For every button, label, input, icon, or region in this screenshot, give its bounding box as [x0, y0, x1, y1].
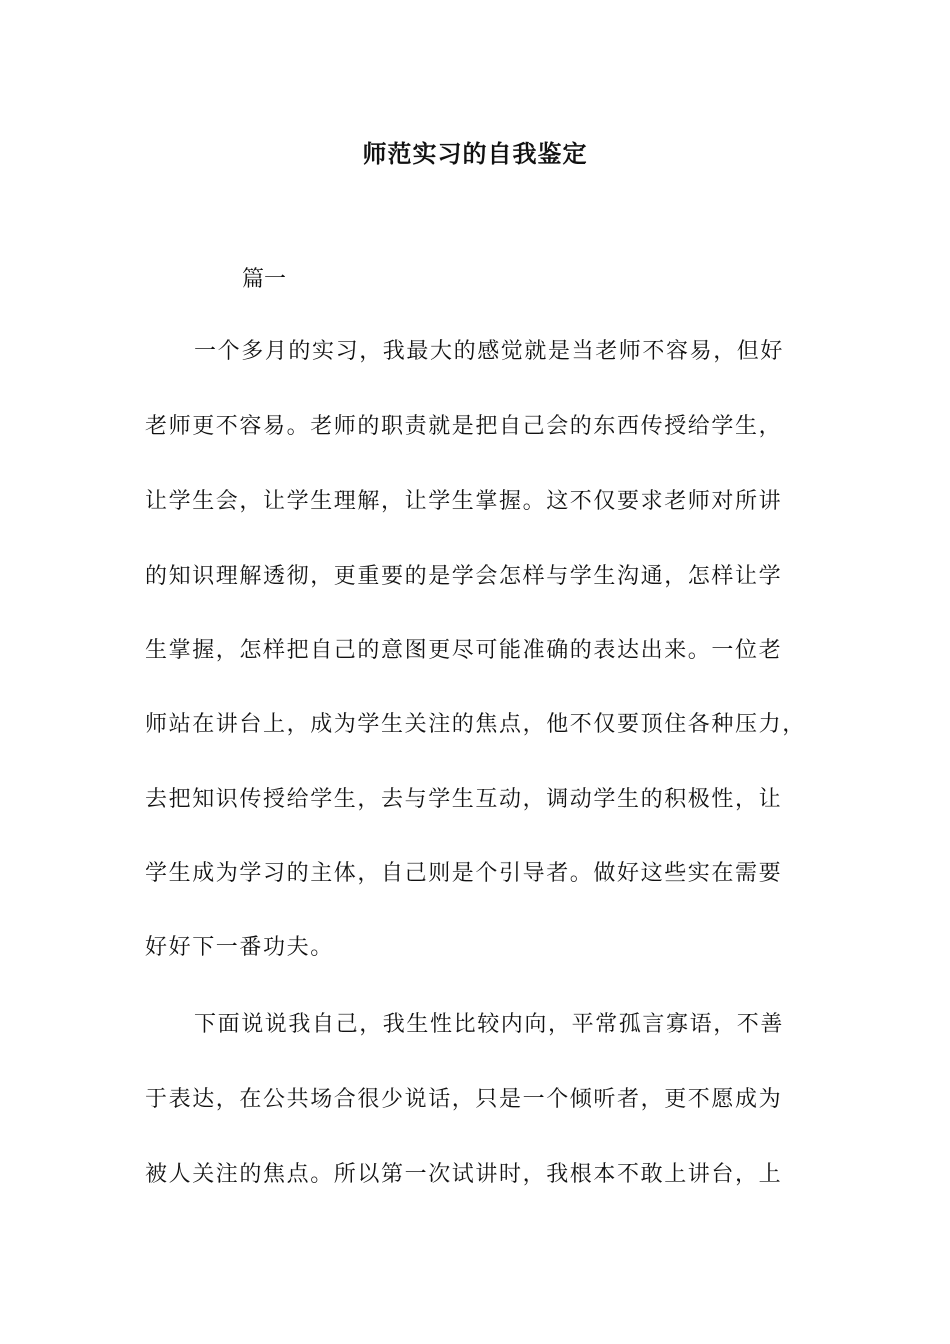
- paragraph-line: 好好下一番功夫。: [145, 935, 334, 960]
- paragraph-line: 让学生会，让学生理解，让学生掌握。这不仅要求老师对所讲: [145, 489, 783, 514]
- paragraph-line: 老师更不容易。老师的职责就是把自己会的东西传授给学生，: [145, 414, 783, 439]
- section-label: 篇一: [242, 267, 287, 292]
- paragraph-line: 去把知识传授给学生，去与学生互动，调动学生的积极性，让: [145, 787, 783, 812]
- paragraph-line: 下面说说我自己，我生性比较内向，平常孤言寡语，不善: [194, 1012, 785, 1037]
- document-title: 师范实习的自我鉴定: [362, 139, 588, 168]
- paragraph-line: 生掌握，怎样把自己的意图更尽可能准确的表达出来。一位老: [145, 638, 783, 663]
- paragraph-line: 师站在讲台上，成为学生关注的焦点，他不仅要顶住各种压力，: [145, 712, 806, 737]
- paragraph-line: 学生成为学习的主体，自己则是个引导者。做好这些实在需要: [145, 861, 783, 886]
- paragraph-line: 一个多月的实习，我最大的感觉就是当老师不容易，但好: [194, 339, 785, 364]
- paragraph-line: 的知识理解透彻，更重要的是学会怎样与学生沟通，怎样让学: [145, 564, 783, 589]
- paragraph-line: 于表达，在公共场合很少说话，只是一个倾听者，更不愿成为: [145, 1087, 783, 1112]
- paragraph-line: 被人关注的焦点。所以第一次试讲时，我根本不敢上讲台，上: [145, 1162, 783, 1187]
